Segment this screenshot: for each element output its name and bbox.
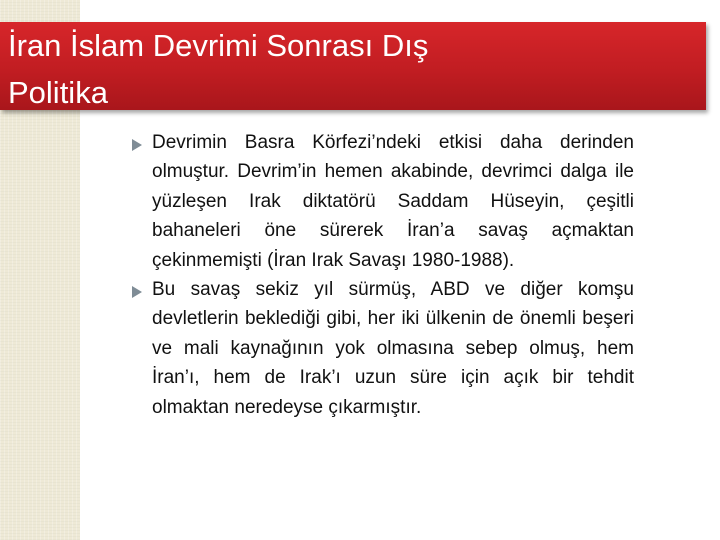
bullet-list [130, 128, 634, 422]
slide-title: İran İslam Devrimi Sonrası Dış Politika [8, 28, 429, 110]
arrow-bullet-icon [132, 139, 142, 151]
bullet-item [130, 128, 634, 275]
arrow-bullet-icon [132, 286, 142, 298]
bullet-item [130, 275, 634, 422]
bullet-text: Bu savaş sekiz yıl sürmüş, ABD ve diğer komşu devletlerin beklediği gibi, her iki ülkenin de önemli beşeri ve mali kaynağının yok olmasına sebep olmuş, hem İran’ı, hem de Irak’ı uzun süre için açık bir tehdit olmaktan neredeyse çıkarmıştır. [152, 279, 634, 418]
bullet-text: Devrimin Basra Körfezi’ndeki etkisi daha derinden olmuştur. Devrim’in hemen akabinde, devrimci dalga ile yüzleşen Irak diktatörü Saddam Hüseyin, çeşitli bahaneleri öne sürerek İran’a savaş açmaktan çekinmemişti (İran Irak Savaşı 1980-1988). [152, 132, 634, 271]
